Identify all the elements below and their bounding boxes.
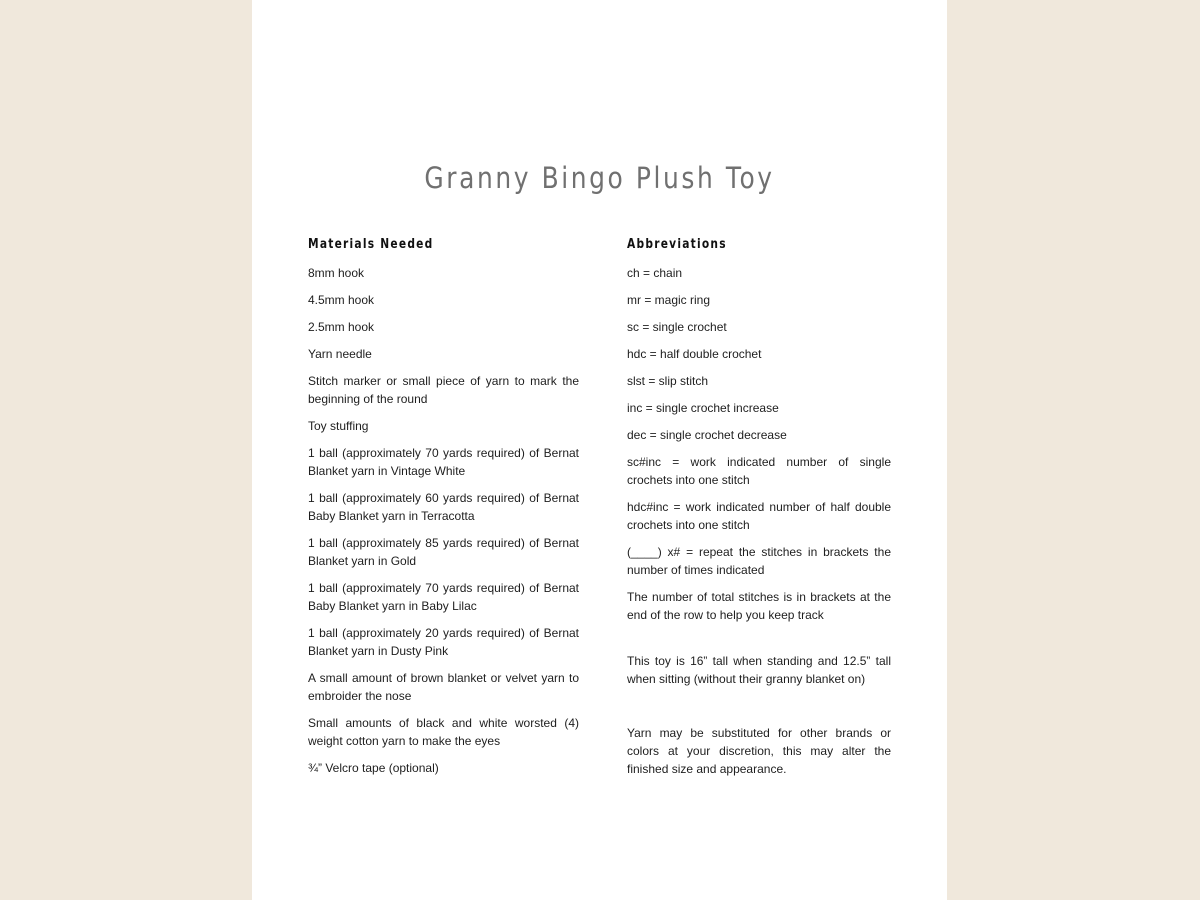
abbreviation-item: ch = chain (627, 266, 683, 280)
materials-heading: Materials Needed (308, 237, 434, 252)
materials-item: A small amount of brown blanket or velvet yarn to embroider the nose (308, 671, 579, 703)
abbreviations-section (627, 236, 891, 787)
materials-item: 1 ball (approximately 60 yards required) of Bernat Baby Blanket yarn in Terracotta (308, 491, 579, 523)
abbreviation-item: dec = single crochet decrease (627, 428, 787, 442)
materials-item: Stitch marker or small piece of yarn to mark the beginning of the round (308, 374, 579, 406)
abbreviation-item: sc = single crochet (627, 320, 727, 334)
materials-item: ¾” Velcro tape (optional) (308, 761, 439, 775)
materials-item: 1 ball (approximately 20 yards required) of Bernat Blanket yarn in Dusty Pink (308, 626, 579, 658)
abbreviation-item: sc#inc = work indicated number of single crochets into one stitch (627, 455, 891, 487)
abbreviation-item: mr = magic ring (627, 293, 711, 307)
size-note: This toy is 16” tall when standing and 12.5” tall when sitting (without their granny blanket on) (627, 654, 891, 686)
materials-item: 1 ball (approximately 85 yards required) of Bernat Blanket yarn in Gold (308, 536, 579, 568)
materials-item: 1 ball (approximately 70 yards required) of Bernat Baby Blanket yarn in Baby Lilac (308, 581, 579, 613)
abbreviation-item: (____) x# = repeat the stitches in brackets the number of times indicated (627, 545, 891, 577)
materials-item: Small amounts of black and white worsted (4) weight cotton yarn to make the eyes (308, 716, 579, 748)
abbreviation-item: inc = single crochet increase (627, 401, 779, 415)
document-title: Granny Bingo Plush Toy (424, 161, 775, 195)
abbreviation-item: slst = slip stitch (627, 374, 709, 388)
materials-item: 8mm hook (308, 266, 365, 280)
document-page (252, 0, 947, 900)
materials-item: Toy stuffing (308, 419, 369, 433)
substitution-note: Yarn may be substituted for other brands or colors at your discretion, this may alter the finished size and appearance. (627, 726, 891, 776)
abbreviation-item: hdc#inc = work indicated number of half double crochets into one stitch (627, 500, 891, 532)
materials-item: 1 ball (approximately 70 yards required) of Bernat Blanket yarn in Vintage White (308, 446, 579, 478)
abbreviations-heading: Abbreviations (627, 237, 727, 252)
materials-section (308, 236, 579, 786)
abbreviation-item: The number of total stitches is in brackets at the end of the row to help you keep track (627, 590, 891, 622)
materials-item: Yarn needle (308, 347, 372, 361)
materials-item: 2.5mm hook (308, 320, 375, 334)
abbreviation-item: hdc = half double crochet (627, 347, 762, 361)
materials-item: 4.5mm hook (308, 293, 375, 307)
